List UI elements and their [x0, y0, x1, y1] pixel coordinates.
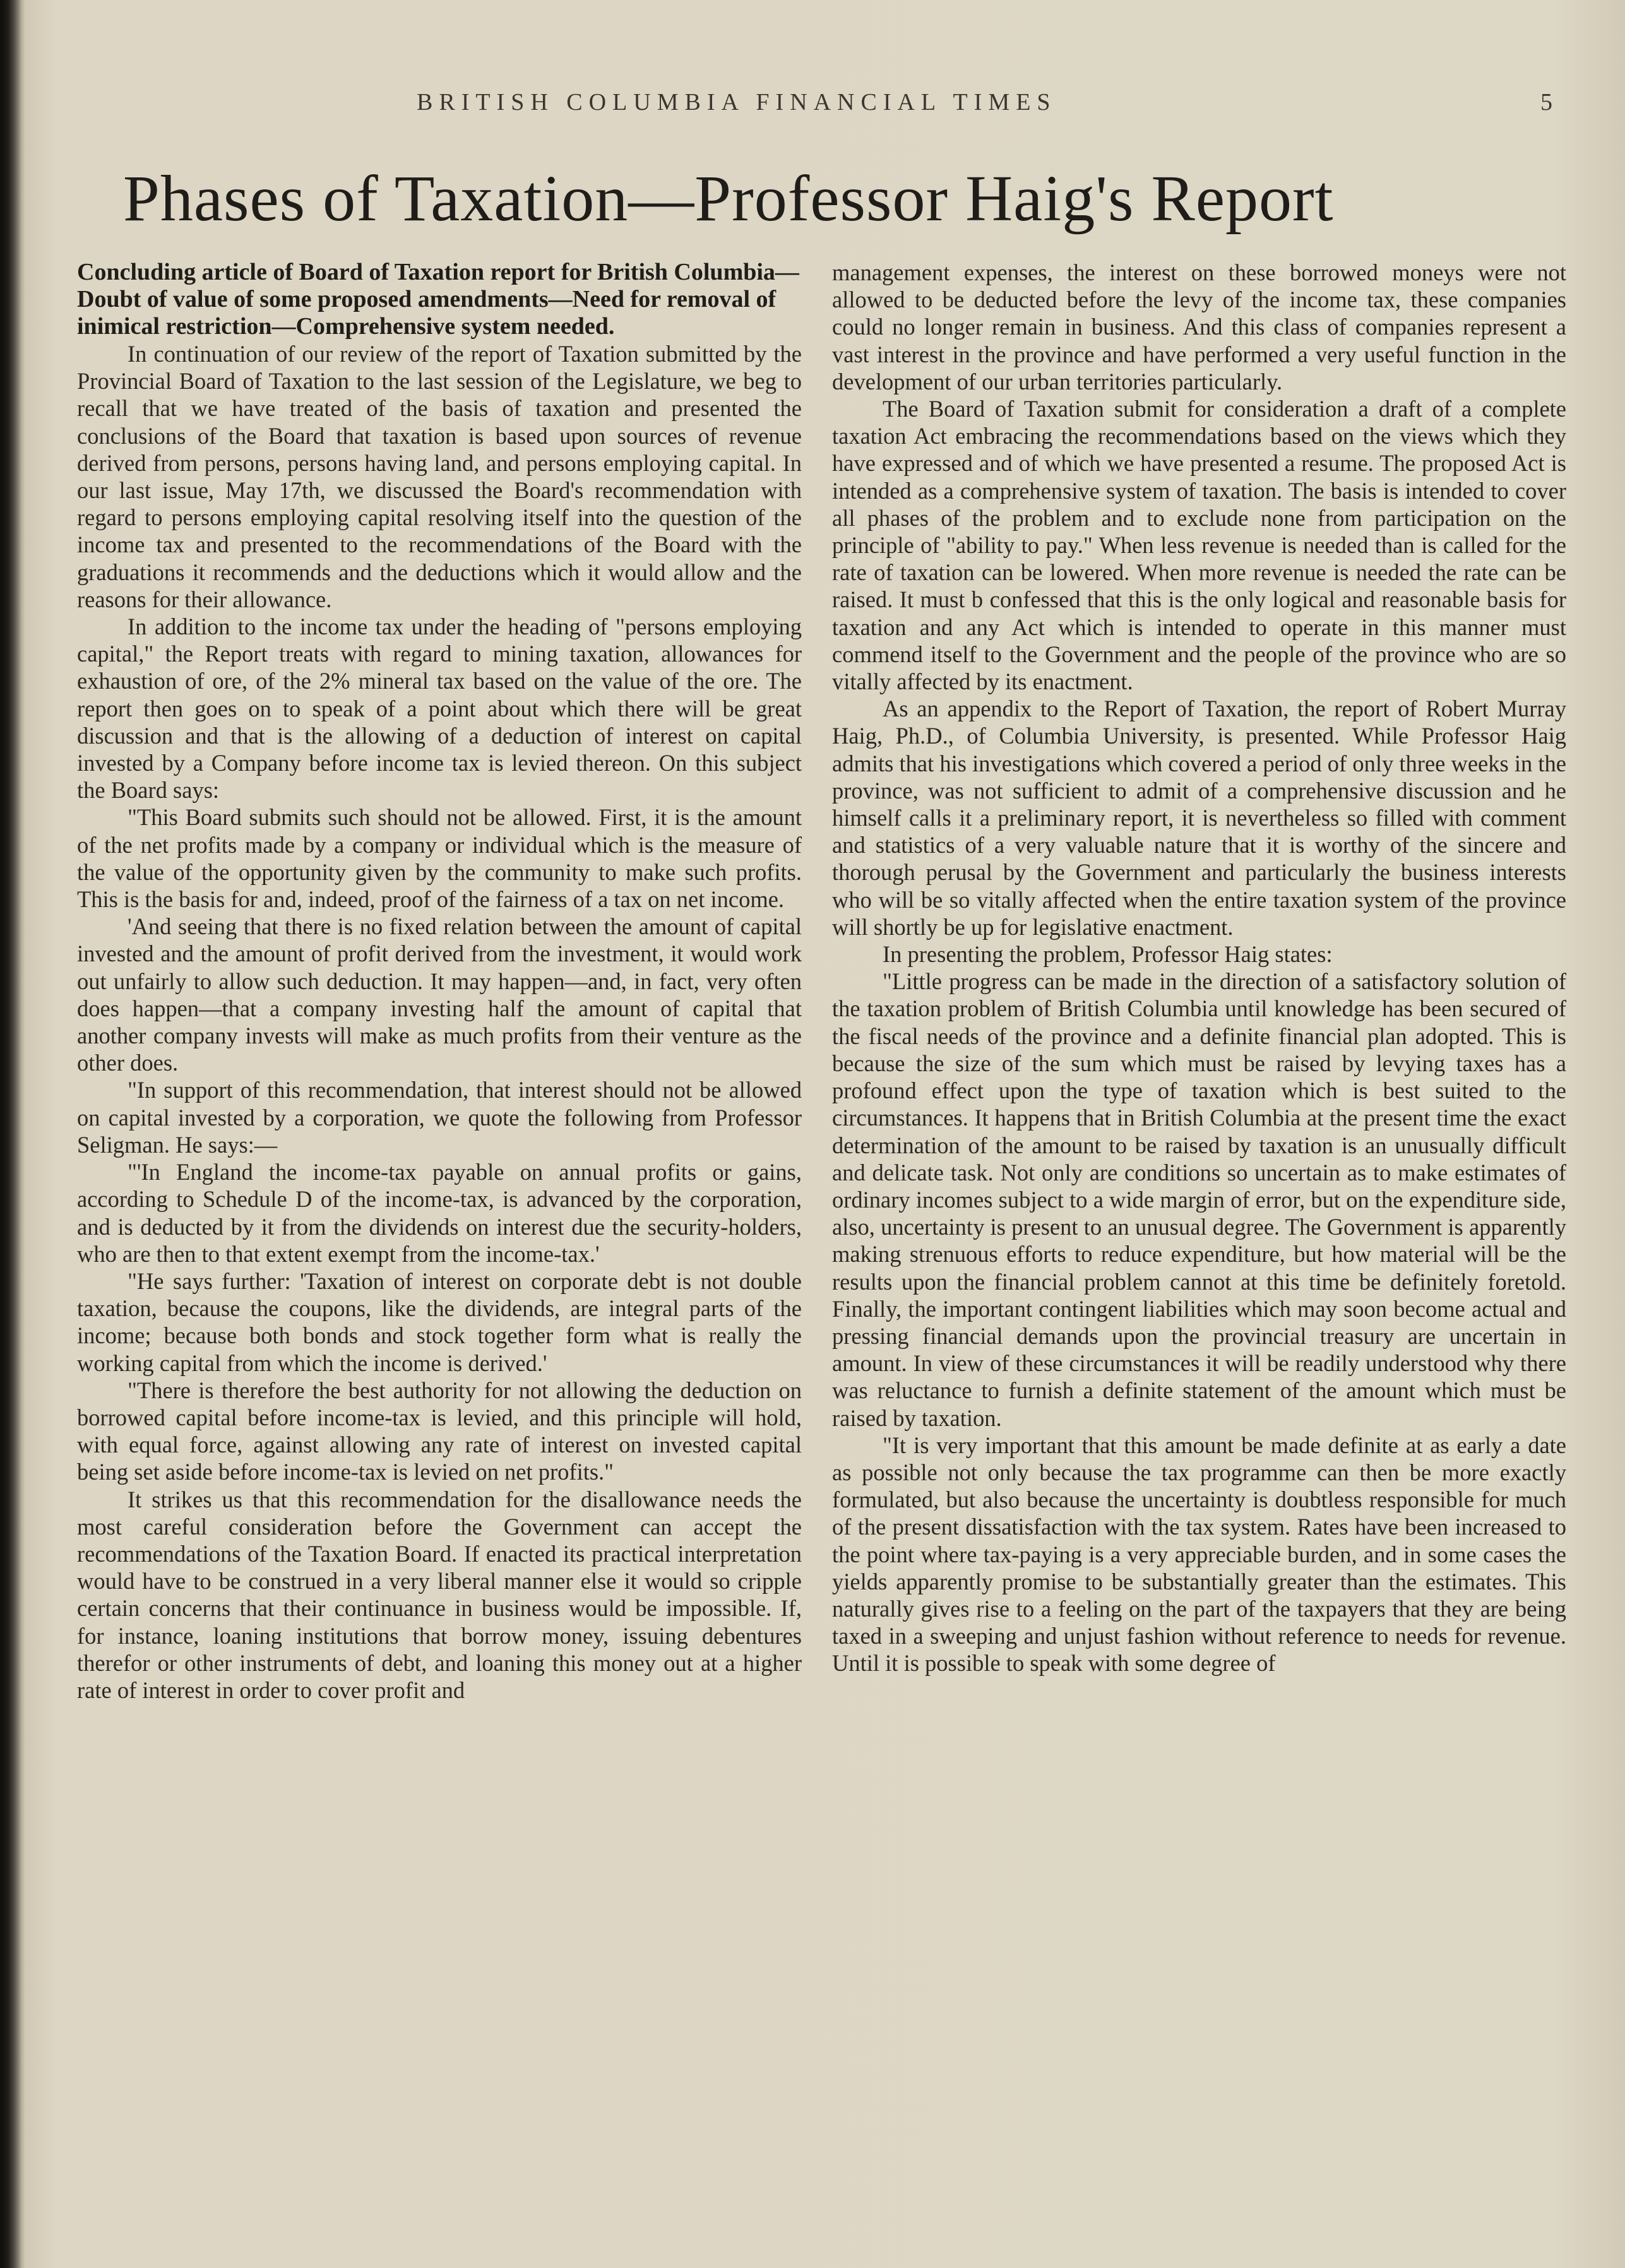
- binding-shadow: [0, 0, 25, 2268]
- paragraph: As an appendix to the Report of Taxation, the report of Robert Murray Haig, Ph.D., of Columbia University, is presented. While Professor Haig admits that his investigations which covered a period of only three weeks in the province, was not sufficient to admit of a comprehensive discussion and he himself calls it a preliminary report, it is nevertheless so filled with comment and statistics of a very valuable nature that it is worthy of the sincere and thorough perusal by the Government and particularly the business interests who will be so vitally affected when the entire taxation system of the province will shortly be up for legislative enactment.: [832, 696, 1566, 940]
- paragraph: "This Board submits such should not be allowed. First, it is the amount of the net profits made by a company or individual which is the measure of the value of the opportunity given by the community to make such profits. This is the basis for and, indeed, proof of the fairness of a tax on net income.: [77, 804, 802, 913]
- paragraph: management expenses, the interest on these borrowed moneys were not allowed to be deducted before the levy of the income tax, these companies could no longer remain in business. And this class of companies represent a vast interest in the province and have performed a very useful function in the development of our urban territories particularly.: [832, 259, 1566, 395]
- left-column: [77, 259, 802, 1704]
- right-column: [832, 259, 1566, 1677]
- paragraph: The Board of Taxation submit for consideration a draft of a complete taxation Act embracing the recommendations based on the views which they have expressed and of which we have presented a resume. The proposed Act is intended as a comprehensive system of taxation. The basis is intended to cover all phases of the problem and to exclude none from participation on the principle of "ability to pay." When less revenue is needed than is called for the rate of taxation can be lowered. When more revenue is needed the rate can be raised. It must b confessed that this is the only logical and reasonable basis for taxation and any Act which is intended to operate in this manner must commend itself to the Government and the people of the province who are so vitally affected by its enactment.: [832, 396, 1566, 695]
- paragraph: "In support of this recommendation, that interest should not be allowed on capital invested by a corporation, we quote the following from Professor Seligman. He says:—: [77, 1077, 802, 1158]
- article-lead: Concluding article of Board of Taxation report for British Columbia—Doubt of value of some proposed amendments—Need for removal of inimical restriction—Comprehensive system needed.: [77, 259, 799, 340]
- article-title: Phases of Taxation—Professor Haig's Report: [123, 162, 1334, 235]
- paragraph: In addition to the income tax under the heading of "persons employing capital," the Report treats with regard to mining taxation, allowances for exhaustion of ore, of the 2% mineral tax based on the value of the ore. The report then goes on to speak of a point about which there will be great discussion and that is the allowing of a deduction of interest on capital invested by a Company before income tax is levied thereon. On this subject the Board says:: [77, 614, 802, 804]
- paragraph: "He says further: 'Taxation of interest on corporate debt is not double taxation, because the coupons, like the dividends, are integral parts of the income; because both bonds and stock together form what is really the working capital from which the income is derived.': [77, 1268, 802, 1376]
- paragraph: It strikes us that this recommendation for the disallowance needs the most careful consideration before the Government can accept the recommendations of the Taxation Board. If enacted its practical interpretation would have to be construed in a very liberal manner else it would so cripple certain concerns that their continuance in business would be impossible. If, for instance, loaning institutions that borrow money, issuing debentures therefor or other instruments of debt, and loaning this money out at a higher rate of interest in order to cover profit and: [77, 1486, 802, 1703]
- paragraph: "Little progress can be made in the direction of a satisfactory solution of the taxation problem of British Columbia until knowledge has been secured of the fiscal needs of the province and a definite financial plan adopted. This is because the size of the sum which must be raised by levying taxes has a profound effect upon the type of taxation which is best suited to the circumstances. It happens that in British Columbia at the present time the exact determination of the amount to be raised by taxation is an unusually difficult and delicate task. Not only are conditions so uncertain as to make estimates of ordinary incomes subject to a wide margin of error, but on the expenditure side, also, uncertainty is present to an unusual degree. The Government is apparently making strenuous efforts to reduce expenditure, but how material will be the results upon the financial problem cannot at this time be definitely foretold. Finally, the important contingent liabilities which may soon become actual and pressing financial demands upon the provincial treasury are uncertain in amount. In view of these circumstances it will be readily understood why there was reluctance to furnish a definite statement of the amount which must be raised by taxation.: [832, 968, 1566, 1431]
- paragraph: In continuation of our review of the report of Taxation submitted by the Provincial Board of Taxation to the last session of the Legislature, we beg to recall that we have treated of the basis of taxation and presented the conclusions of the Board that taxation is based upon sources of revenue derived from persons, persons having land, and persons employing capital. In our last issue, May 17th, we discussed the Board's recommendation with regard to persons employing capital resolving itself into the question of the income tax and presented to the recommendations of the Board with the graduations it recommends and the deductions which it would allow and the reasons for their allowance.: [77, 341, 802, 612]
- paragraph: "There is therefore the best authority for not allowing the deduction on borrowed capital before income-tax is levied, and this principle will hold, with equal force, against allowing any rate of interest on invested capital being set aside before income-tax is levied on net profits.": [77, 1377, 802, 1485]
- paragraph: "'In England the income-tax payable on annual profits or gains, according to Schedule D of the income-tax, is advanced by the corporation, and is deducted by it from the dividends on interest due the security-holders, who are then to that extent exempt from the income-tax.': [77, 1159, 802, 1267]
- paragraph: In presenting the problem, Professor Haig states:: [883, 941, 1333, 968]
- paragraph: "It is very important that this amount be made definite at as early a date as possible not only because the tax programme can then be more exactly formulated, but also because the uncertainty is doubtless responsible for much of the present dissatisfaction with the tax system. Rates have been increased to the point where tax-paying is a very appreciable burden, and in some cases the yields apparently promise to be substantially greater than the estimates. This naturally gives rise to a feeling on the part of the taxpayers that they are being taxed in a sweeping and unjust fashion without reference to needs for revenue. Until it is possible to speak with some degree of: [832, 1432, 1566, 1677]
- page-number: 5: [1540, 89, 1552, 116]
- journal-title: BRITISH COLUMBIA FINANCIAL TIMES: [417, 89, 1057, 116]
- paragraph: 'And seeing that there is no fixed relation between the amount of capital invested and the amount of profit derived from the investment, it would work out unfairly to allow such deduction. It may happen—and, in fact, very often does happen—that a company investing half the amount of capital that another company invests will make as much profits from their venture as the other does.: [77, 913, 802, 1076]
- running-head: [0, 88, 1625, 120]
